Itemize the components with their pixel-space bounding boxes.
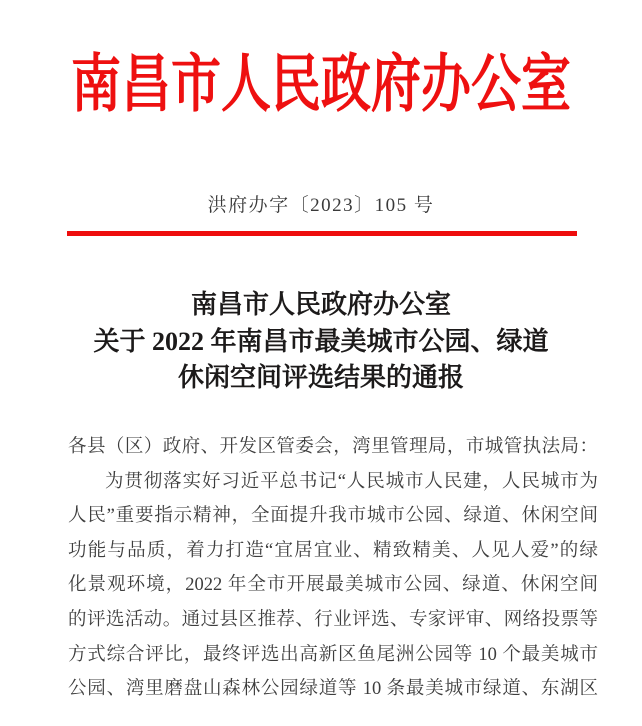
letterhead-separator-line bbox=[67, 231, 577, 236]
notice-title-line-1: 南昌市人民政府办公室 bbox=[190, 290, 451, 319]
document-number: 洪府办字〔2023〕105 号 bbox=[207, 195, 435, 216]
notice-title bbox=[0, 287, 642, 397]
body-line: 公园、湾里磨盘山森林公园绿道等 10 条最美城市绿道、东湖区 bbox=[68, 679, 598, 700]
notice-title-line-2: 关于 2022 年南昌市最美城市公园、绿道 bbox=[93, 326, 549, 356]
notice-body bbox=[68, 430, 598, 707]
body-line: 功能与品质，着力打造“宜居宜业、精致精美、人见人爱”的绿 bbox=[68, 540, 598, 561]
body-line: 的评选活动。通过县区推荐、行业评选、专家评审、网络投票等 bbox=[68, 609, 598, 630]
body-line: 方式综合评比，最终评选出高新区鱼尾洲公园等 10 个最美城市 bbox=[68, 644, 598, 665]
letterhead-issuer: 南昌市人民政府办公室 bbox=[71, 48, 571, 120]
notice-title-line-3: 休闲空间评选结果的通报 bbox=[177, 363, 464, 392]
body-line: 人民”重要指示精神，全面提升我市城市公园、绿道、休闲空间 bbox=[68, 506, 598, 527]
body-line: 化景观环境，2022 年全市开展最美城市公园、绿道、休闲空间 bbox=[68, 575, 598, 596]
body-salutation: 各县（区）政府、开发区管委会，湾里管理局，市城管执法局： bbox=[68, 437, 598, 457]
body-line: 为贯彻落实好习近平总书记“人民城市人民建，人民城市为 bbox=[105, 471, 598, 492]
